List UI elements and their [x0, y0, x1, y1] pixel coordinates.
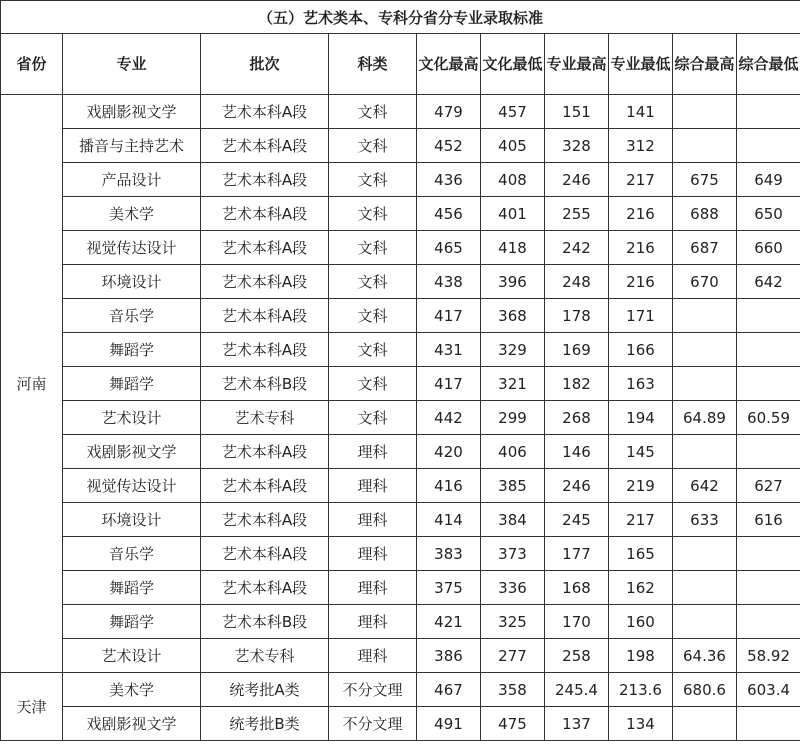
subject-cell: 文科 — [329, 231, 417, 265]
culture-min-cell: 406 — [481, 435, 545, 469]
major-cell: 舞蹈学 — [63, 571, 201, 605]
total-max-cell — [673, 367, 737, 401]
culture-min-cell: 418 — [481, 231, 545, 265]
batch-cell: 艺术专科 — [201, 401, 329, 435]
culture-max-cell: 431 — [417, 333, 481, 367]
culture-min-cell: 277 — [481, 639, 545, 673]
major-min-cell: 312 — [609, 129, 673, 163]
batch-cell: 艺术本科A段 — [201, 469, 329, 503]
major-max-cell: 245.4 — [545, 673, 609, 707]
total-max-cell: 687 — [673, 231, 737, 265]
total-max-cell — [673, 605, 737, 639]
culture-min-cell: 408 — [481, 163, 545, 197]
subject-cell: 理科 — [329, 571, 417, 605]
subject-cell: 理科 — [329, 639, 417, 673]
total-min-cell — [737, 299, 800, 333]
major-max-cell: 246 — [545, 163, 609, 197]
subject-cell: 理科 — [329, 503, 417, 537]
culture-max-cell: 414 — [417, 503, 481, 537]
subject-cell: 文科 — [329, 333, 417, 367]
culture-max-cell: 416 — [417, 469, 481, 503]
culture-min-cell: 396 — [481, 265, 545, 299]
total-max-cell: 670 — [673, 265, 737, 299]
culture-max-cell: 467 — [417, 673, 481, 707]
total-min-cell: 642 — [737, 265, 800, 299]
table-row — [1, 129, 800, 163]
subject-cell: 文科 — [329, 367, 417, 401]
batch-cell: 艺术本科B段 — [201, 605, 329, 639]
culture-max-cell: 479 — [417, 95, 481, 129]
batch-cell: 艺术本科B段 — [201, 367, 329, 401]
header-total-max: 综合最高 — [673, 34, 737, 95]
total-min-cell — [737, 605, 800, 639]
total-max-cell: 633 — [673, 503, 737, 537]
table-title: （五）艺术类本、专科分省分专业录取标准 — [1, 1, 800, 34]
major-cell: 艺术设计 — [63, 401, 201, 435]
table-row — [1, 95, 800, 129]
subject-cell: 理科 — [329, 469, 417, 503]
subject-cell: 理科 — [329, 605, 417, 639]
major-max-cell: 255 — [545, 197, 609, 231]
header-batch: 批次 — [201, 34, 329, 95]
culture-max-cell: 421 — [417, 605, 481, 639]
batch-cell: 艺术本科A段 — [201, 299, 329, 333]
batch-cell: 艺术本科A段 — [201, 129, 329, 163]
total-max-cell: 64.36 — [673, 639, 737, 673]
subject-cell: 不分文理 — [329, 707, 417, 741]
culture-max-cell: 452 — [417, 129, 481, 163]
table-row — [1, 163, 800, 197]
major-cell: 美术学 — [63, 197, 201, 231]
table-row — [1, 571, 800, 605]
batch-cell: 艺术本科A段 — [201, 503, 329, 537]
major-cell: 戏剧影视文学 — [63, 95, 201, 129]
major-min-cell: 213.6 — [609, 673, 673, 707]
major-max-cell: 268 — [545, 401, 609, 435]
major-max-cell: 182 — [545, 367, 609, 401]
major-max-cell: 178 — [545, 299, 609, 333]
major-cell: 舞蹈学 — [63, 333, 201, 367]
subject-cell: 文科 — [329, 197, 417, 231]
major-min-cell: 162 — [609, 571, 673, 605]
culture-min-cell: 405 — [481, 129, 545, 163]
table-row — [1, 265, 800, 299]
batch-cell: 艺术本科A段 — [201, 537, 329, 571]
major-cell: 戏剧影视文学 — [63, 435, 201, 469]
batch-cell: 艺术本科A段 — [201, 571, 329, 605]
major-max-cell: 246 — [545, 469, 609, 503]
total-min-cell: 627 — [737, 469, 800, 503]
total-min-cell — [737, 129, 800, 163]
culture-max-cell: 417 — [417, 367, 481, 401]
culture-min-cell: 321 — [481, 367, 545, 401]
subject-cell: 文科 — [329, 95, 417, 129]
table-row — [1, 707, 800, 741]
table-row — [1, 401, 800, 435]
province-cell: 天津 — [1, 673, 63, 741]
table-row — [1, 605, 800, 639]
batch-cell: 统考批B类 — [201, 707, 329, 741]
culture-max-cell: 465 — [417, 231, 481, 265]
major-max-cell: 151 — [545, 95, 609, 129]
batch-cell: 艺术本科A段 — [201, 231, 329, 265]
total-min-cell — [737, 333, 800, 367]
total-max-cell: 688 — [673, 197, 737, 231]
culture-max-cell: 491 — [417, 707, 481, 741]
major-min-cell: 219 — [609, 469, 673, 503]
total-max-cell — [673, 129, 737, 163]
major-min-cell: 165 — [609, 537, 673, 571]
major-min-cell: 166 — [609, 333, 673, 367]
table-row — [1, 469, 800, 503]
total-min-cell: 650 — [737, 197, 800, 231]
culture-max-cell: 383 — [417, 537, 481, 571]
major-min-cell: 216 — [609, 265, 673, 299]
major-min-cell: 216 — [609, 197, 673, 231]
batch-cell: 艺术专科 — [201, 639, 329, 673]
total-max-cell: 675 — [673, 163, 737, 197]
table-row — [1, 503, 800, 537]
major-max-cell: 170 — [545, 605, 609, 639]
culture-min-cell: 384 — [481, 503, 545, 537]
total-min-cell: 603.4 — [737, 673, 800, 707]
province-cell: 河南 — [1, 95, 63, 673]
header-culture-min: 文化最低 — [481, 34, 545, 95]
major-min-cell: 134 — [609, 707, 673, 741]
major-cell: 产品设计 — [63, 163, 201, 197]
header-major: 专业 — [63, 34, 201, 95]
table-row — [1, 231, 800, 265]
total-min-cell — [737, 367, 800, 401]
major-max-cell: 146 — [545, 435, 609, 469]
culture-min-cell: 329 — [481, 333, 545, 367]
major-min-cell: 171 — [609, 299, 673, 333]
culture-min-cell: 385 — [481, 469, 545, 503]
major-max-cell: 169 — [545, 333, 609, 367]
subject-cell: 文科 — [329, 401, 417, 435]
major-max-cell: 242 — [545, 231, 609, 265]
major-max-cell: 168 — [545, 571, 609, 605]
major-min-cell: 217 — [609, 503, 673, 537]
major-max-cell: 248 — [545, 265, 609, 299]
subject-cell: 文科 — [329, 163, 417, 197]
total-max-cell — [673, 707, 737, 741]
culture-max-cell: 436 — [417, 163, 481, 197]
major-cell: 音乐学 — [63, 299, 201, 333]
total-max-cell: 642 — [673, 469, 737, 503]
table-row — [1, 435, 800, 469]
total-max-cell: 680.6 — [673, 673, 737, 707]
major-cell: 戏剧影视文学 — [63, 707, 201, 741]
total-max-cell: 64.89 — [673, 401, 737, 435]
major-max-cell: 258 — [545, 639, 609, 673]
culture-max-cell: 417 — [417, 299, 481, 333]
culture-min-cell: 358 — [481, 673, 545, 707]
major-cell: 视觉传达设计 — [63, 231, 201, 265]
header-major-min: 专业最低 — [609, 34, 673, 95]
culture-min-cell: 325 — [481, 605, 545, 639]
major-cell: 美术学 — [63, 673, 201, 707]
major-max-cell: 328 — [545, 129, 609, 163]
subject-cell: 文科 — [329, 265, 417, 299]
major-min-cell: 194 — [609, 401, 673, 435]
subject-cell: 文科 — [329, 129, 417, 163]
total-max-cell — [673, 571, 737, 605]
header-province: 省份 — [1, 34, 63, 95]
subject-cell: 文科 — [329, 299, 417, 333]
culture-min-cell: 336 — [481, 571, 545, 605]
culture-min-cell: 373 — [481, 537, 545, 571]
header-culture-max: 文化最高 — [417, 34, 481, 95]
major-max-cell: 137 — [545, 707, 609, 741]
table-row — [1, 367, 800, 401]
major-min-cell: 216 — [609, 231, 673, 265]
culture-min-cell: 457 — [481, 95, 545, 129]
major-min-cell: 160 — [609, 605, 673, 639]
header-total-min: 综合最低 — [737, 34, 800, 95]
subject-cell: 理科 — [329, 435, 417, 469]
major-cell: 舞蹈学 — [63, 605, 201, 639]
batch-cell: 艺术本科A段 — [201, 435, 329, 469]
header-row — [1, 34, 800, 95]
culture-min-cell: 368 — [481, 299, 545, 333]
batch-cell: 艺术本科A段 — [201, 333, 329, 367]
total-max-cell — [673, 333, 737, 367]
table-row — [1, 299, 800, 333]
table-row — [1, 197, 800, 231]
total-min-cell — [737, 435, 800, 469]
batch-cell: 艺术本科A段 — [201, 163, 329, 197]
major-max-cell: 245 — [545, 503, 609, 537]
major-cell: 视觉传达设计 — [63, 469, 201, 503]
subject-cell: 理科 — [329, 537, 417, 571]
header-subject: 科类 — [329, 34, 417, 95]
major-min-cell: 141 — [609, 95, 673, 129]
total-min-cell — [737, 537, 800, 571]
total-max-cell — [673, 435, 737, 469]
major-cell: 艺术设计 — [63, 639, 201, 673]
total-min-cell — [737, 571, 800, 605]
total-min-cell: 649 — [737, 163, 800, 197]
total-max-cell — [673, 537, 737, 571]
total-min-cell: 616 — [737, 503, 800, 537]
major-min-cell: 217 — [609, 163, 673, 197]
table-row — [1, 537, 800, 571]
major-min-cell: 198 — [609, 639, 673, 673]
total-min-cell — [737, 95, 800, 129]
total-max-cell — [673, 299, 737, 333]
culture-max-cell: 420 — [417, 435, 481, 469]
major-max-cell: 177 — [545, 537, 609, 571]
table-row — [1, 673, 800, 707]
batch-cell: 艺术本科A段 — [201, 95, 329, 129]
culture-max-cell: 442 — [417, 401, 481, 435]
title-row — [1, 1, 800, 34]
culture-max-cell: 386 — [417, 639, 481, 673]
total-min-cell: 660 — [737, 231, 800, 265]
table-row — [1, 333, 800, 367]
culture-max-cell: 456 — [417, 197, 481, 231]
major-cell: 舞蹈学 — [63, 367, 201, 401]
culture-min-cell: 401 — [481, 197, 545, 231]
culture-max-cell: 438 — [417, 265, 481, 299]
major-cell: 音乐学 — [63, 537, 201, 571]
batch-cell: 艺术本科A段 — [201, 265, 329, 299]
major-cell: 播音与主持艺术 — [63, 129, 201, 163]
table-row — [1, 639, 800, 673]
major-min-cell: 163 — [609, 367, 673, 401]
subject-cell: 不分文理 — [329, 673, 417, 707]
total-min-cell: 58.92 — [737, 639, 800, 673]
batch-cell: 统考批A类 — [201, 673, 329, 707]
major-cell: 环境设计 — [63, 503, 201, 537]
major-cell: 环境设计 — [63, 265, 201, 299]
header-major-max: 专业最高 — [545, 34, 609, 95]
major-min-cell: 145 — [609, 435, 673, 469]
culture-min-cell: 299 — [481, 401, 545, 435]
total-min-cell — [737, 707, 800, 741]
total-min-cell: 60.59 — [737, 401, 800, 435]
batch-cell: 艺术本科A段 — [201, 197, 329, 231]
culture-min-cell: 475 — [481, 707, 545, 741]
total-max-cell — [673, 95, 737, 129]
culture-max-cell: 375 — [417, 571, 481, 605]
